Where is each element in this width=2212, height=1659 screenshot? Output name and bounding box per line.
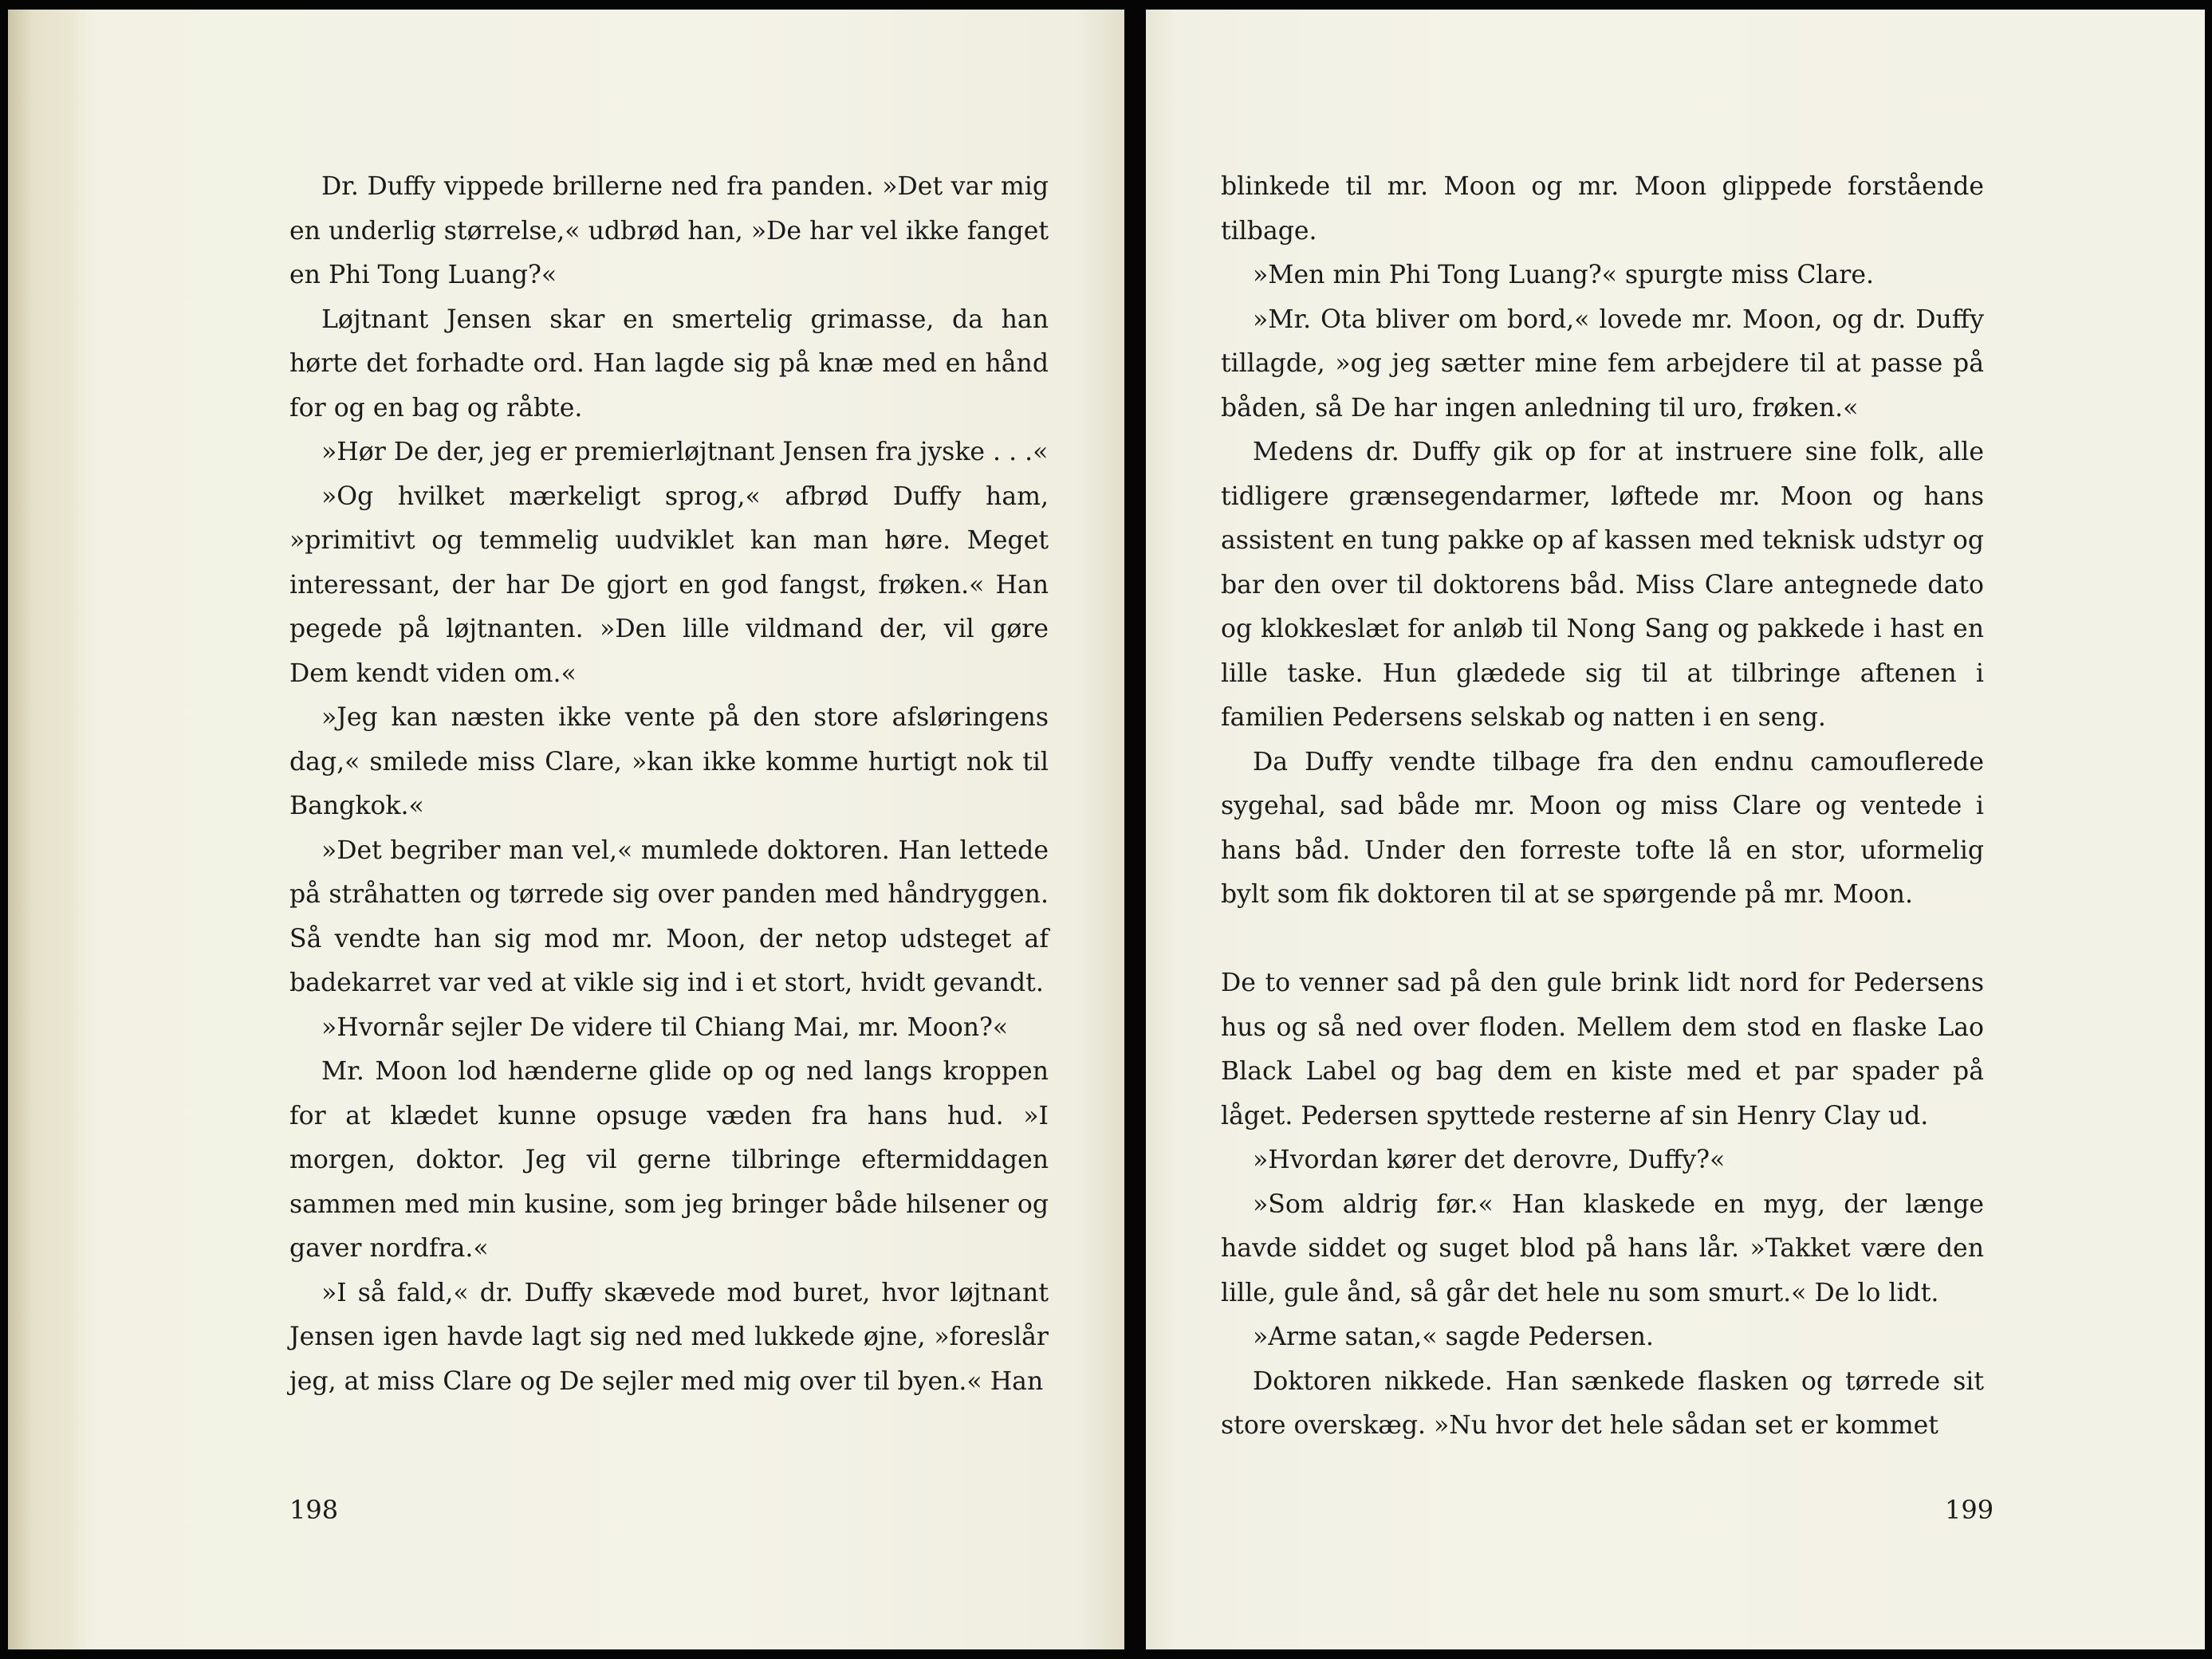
paragraph: »Hør De der, jeg er premierløjtnant Jensen fra jyske . . .« xyxy=(321,438,1049,466)
left-page-body-text xyxy=(289,165,1049,1404)
paragraph: »Det begriber man vel,« mumlede doktoren. Han lettede på stråhatten og tørrede sig over panden med håndryggen. Så vendte han sig mod mr. Moon, der netop udsteget af badekarret var ved at vikle sig ind i et stort, hvidt gevandt. xyxy=(289,835,1049,997)
paragraph: Løjtnant Jensen skar en smertelig grimasse, da han hørte det forhadte ord. Han lagde sig på knæ med en hånd for og en bag og råbte. xyxy=(289,305,1049,423)
paragraph-continued: blinkede til mr. Moon og mr. Moon glippede forstående tilbage. xyxy=(1221,172,1984,246)
paragraph: »Men min Phi Tong Luang?« spurgte miss Clare. xyxy=(1253,261,1874,289)
paragraph: »Hvordan kører det derovre, Duffy?« xyxy=(1253,1146,1726,1174)
left-page xyxy=(8,10,1124,1649)
paragraph: »Arme satan,« sagde Pedersen. xyxy=(1253,1323,1654,1351)
paragraph: Medens dr. Duffy gik op for at instruere sine folk, alle tidligere grænsegendarmer, løftede mr. Moon og hans assistent en tung pakke op af kassen med teknisk udstyr og bar den over til doktorens båd. Miss Clare antegnede dato og klokkeslæt for anløb til Nong Sang og pakkede i hast en lille taske. Hun glædede sig til at tilbringe aftenen i familien Pedersens selskab og natten i en seng. xyxy=(1221,438,1984,732)
page-number-left: 198 xyxy=(289,1495,339,1525)
paragraph: »Som aldrig før.« Han klaskede en myg, der længe havde siddet og suget blod på hans lår. »Takket være den lille, gule ånd, så går det hele nu som smurt.« De lo lidt. xyxy=(1221,1189,1984,1307)
paragraph: »I så fald,« dr. Duffy skævede mod buret, hvor løjtnant Jensen igen havde lagt sig ned med lukkede øjne, »foreslår jeg, at miss Clare og De sejler med mig over til byen.« Han xyxy=(289,1278,1049,1396)
page-number-right: 199 xyxy=(1945,1495,1994,1525)
paragraph-section-start: De to venner sad på den gule brink lidt nord for Pedersens hus og så ned over floden. Mellem dem stod en flaske Lao Black Label og bag dem en kiste med et par spader på låget. Pedersen spyttede resterne af sin Henry Clay ud. xyxy=(1221,969,1984,1130)
right-page xyxy=(1146,10,2205,1649)
paragraph: »Hvornår sejler De videre til Chiang Mai, mr. Moon?« xyxy=(321,1012,1009,1042)
paragraph: Mr. Moon lod hænderne glide op og ned langs kroppen for at klædet kunne opsuge væden fra hans hud. »I morgen, doktor. Jeg vil gerne tilbringe eftermiddagen sammen med min kusine, som jeg bringer både hilsener og gaver nordfra.« xyxy=(289,1057,1049,1263)
paragraph: »Og hvilket mærkeligt sprog,« afbrød Duffy ham, »primitivt og temmelig uudviklet kan man høre. Meget interessant, der har De gjort en god fangst, frøken.« Han pegede på løjtnanten. »Den lille vildmand der, vil gøre Dem kendt viden om.« xyxy=(289,482,1049,688)
page-edge-shadow xyxy=(8,10,76,1649)
paragraph: Da Duffy vendte tilbage fra den endnu camouflerede sygehal, sad både mr. Moon og miss Clare og ventede i hans båd. Under den forreste tofte lå en stor, uformelig bylt som fik doktoren til at se spørgende på mr. Moon. xyxy=(1221,747,1984,909)
paragraph: Dr. Duffy vippede brillerne ned fra panden. »Det var mig en underlig størrelse,« udbrød han, »De har vel ikke fanget en Phi Tong Luang?« xyxy=(289,172,1049,289)
paragraph: »Mr. Ota bliver om bord,« lovede mr. Moon, og dr. Duffy tillagde, »og jeg sætter mine fem arbejdere til at passe på båden, så De har ingen anledning til uro, frøken.« xyxy=(1221,305,1984,423)
paragraph: »Jeg kan næsten ikke vente på den store afsløringens dag,« smilede miss Clare, »kan ikke komme hurtigt nok til Bangkok.« xyxy=(289,703,1049,820)
right-page-body-text xyxy=(1221,165,1984,1449)
paragraph: Doktoren nikkede. Han sænkede flasken og tørrede sit store overskæg. »Nu hvor det hele sådan set er kommet xyxy=(1221,1366,1984,1440)
